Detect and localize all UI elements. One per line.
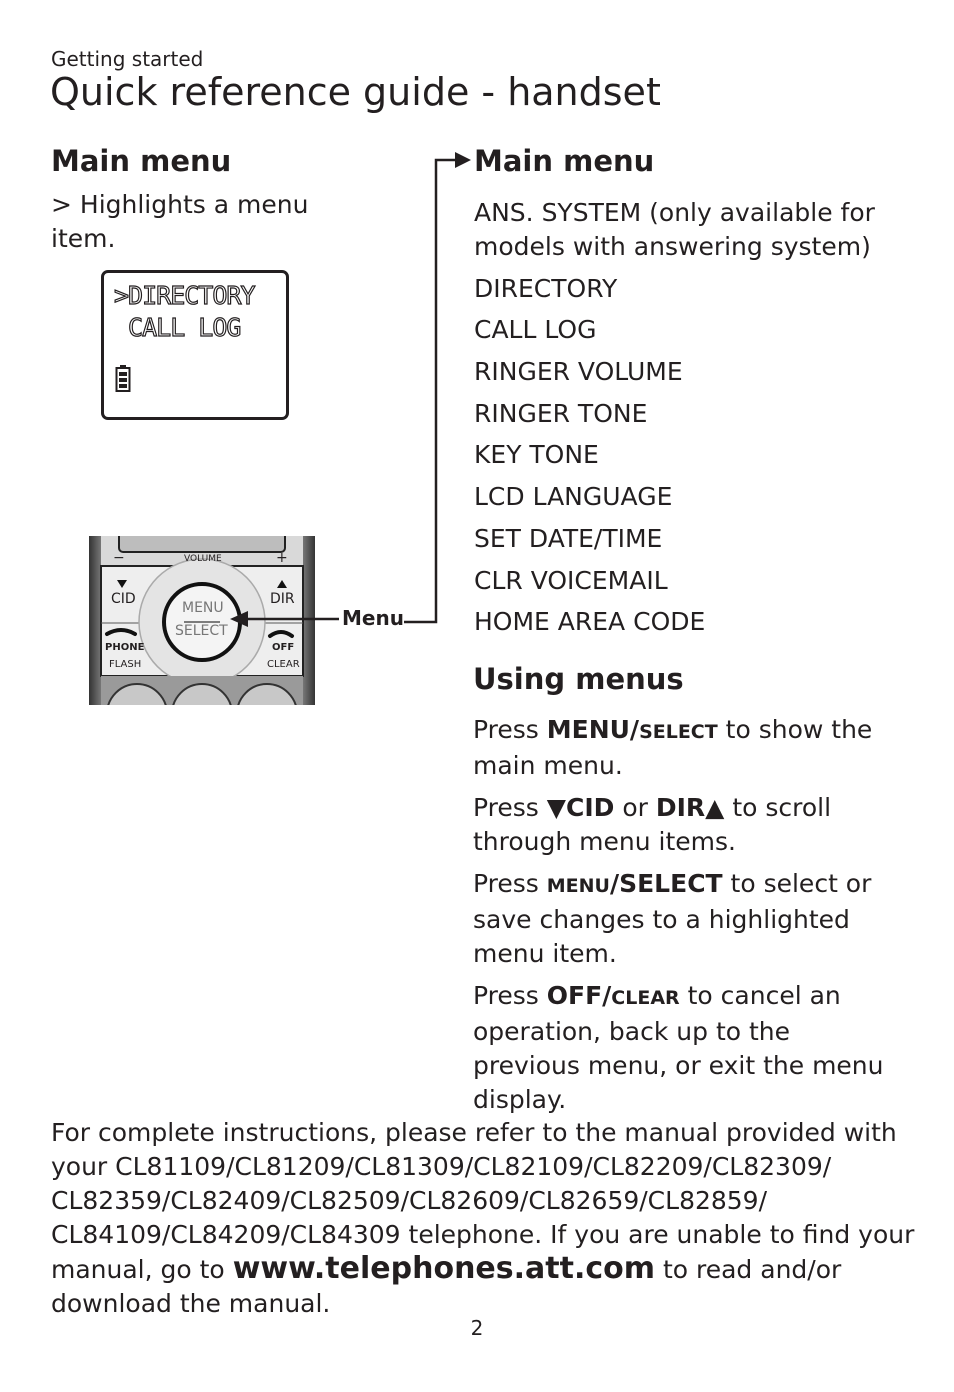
main-menu-list <box>474 196 914 647</box>
menu-item-lcd-language: LCD LANGUAGE <box>474 482 673 512</box>
menu-item-ringer-volume: RINGER VOLUME <box>474 357 683 387</box>
p2-pre: Press <box>473 793 547 822</box>
menu-item-ans-system: ANS. SYSTEM (only available for models with answering system) <box>474 198 875 261</box>
section-label: Getting started <box>51 47 204 71</box>
footer-url-link[interactable]: www.telephones.att.com <box>232 1251 656 1286</box>
menu-item-clr-voicemail: CLR VOICEMAIL <box>474 565 668 595</box>
cid-key-label: CID <box>111 591 136 607</box>
p1-select-key: SELECT <box>639 721 718 743</box>
lcd-line-call-log: CALL LOG <box>114 313 241 342</box>
p3-menu-key: MENU <box>546 875 610 897</box>
right-heading: Main menu <box>474 144 655 178</box>
menu-item-ringer-tone: RINGER TONE <box>474 398 648 428</box>
using-paragraph-select <box>473 867 903 971</box>
p3-post: to select or save changes to a highlighted menu item. <box>473 869 872 968</box>
menu-item-call-log: CALL LOG <box>474 315 597 345</box>
using-paragraph-cancel <box>473 979 903 1117</box>
dir-key-label: DIR <box>270 591 295 607</box>
p4-clear-key: CLEAR <box>611 987 680 1009</box>
menu-item-home-area-code: HOME AREA CODE <box>474 607 706 637</box>
flash-key-label: FLASH <box>109 659 142 670</box>
volume-label: VOLUME <box>184 554 222 564</box>
menu-item-key-tone: KEY TONE <box>474 440 599 470</box>
p2-cid-key: ▼CID <box>546 793 615 822</box>
p3-select-key: /SELECT <box>609 869 723 898</box>
footer-text-pre: For complete instructions, please refer to the manual provided with your CL81109/CL81209/CL81309/CL82109/CL82209/CL82309/ CL82359/CL82409/CL82509/CL82609/CL82659/CL82859/ CL84109/CL84209/CL84309 telephone. If you are unable to find your manual, go to <box>51 1118 915 1284</box>
footer-instructions <box>51 1116 921 1321</box>
highlight-description: > Highlights a menu item. <box>51 190 309 253</box>
using-paragraph-scroll <box>473 791 903 859</box>
volume-minus: − <box>113 550 125 566</box>
menu-item-set-date-time: SET DATE/TIME <box>474 523 663 553</box>
left-heading: Main menu <box>51 144 232 178</box>
menu-callout-label: Menu <box>342 606 404 630</box>
p1-post: to show the main menu. <box>473 715 873 780</box>
menu-key-label: MENU <box>182 600 224 616</box>
lcd-line-directory: >DIRECTORY <box>114 281 255 310</box>
p2-dir-key: DIR▲ <box>655 793 725 822</box>
p4-post: to cancel an operation, back up to the previous menu, or exit the menu display. <box>473 981 884 1114</box>
p1-menu-key: MENU/ <box>546 715 640 744</box>
p4-off-key: OFF/ <box>546 981 612 1010</box>
footer-text-post: to read and/or download the manual. <box>51 1255 842 1318</box>
using-menus-heading: Using menus <box>473 662 684 696</box>
phone-key-label: PHONE <box>105 642 145 653</box>
p2-post: to scroll through menu items. <box>473 793 832 856</box>
using-paragraph-show-menu <box>473 713 903 783</box>
clear-key-label: CLEAR <box>267 659 300 670</box>
p2-mid: or <box>614 793 656 822</box>
menu-item-directory: DIRECTORY <box>474 273 618 303</box>
page-title: Quick reference guide - handset <box>50 70 661 114</box>
page-number: 2 <box>470 1316 484 1340</box>
off-key-label: OFF <box>272 642 295 653</box>
p3-pre: Press <box>473 869 547 898</box>
using-menus-body <box>473 713 903 1125</box>
p1-pre: Press <box>473 715 547 744</box>
volume-plus: + <box>276 550 288 566</box>
p4-pre: Press <box>473 981 547 1010</box>
select-key-label: SELECT <box>175 623 228 639</box>
